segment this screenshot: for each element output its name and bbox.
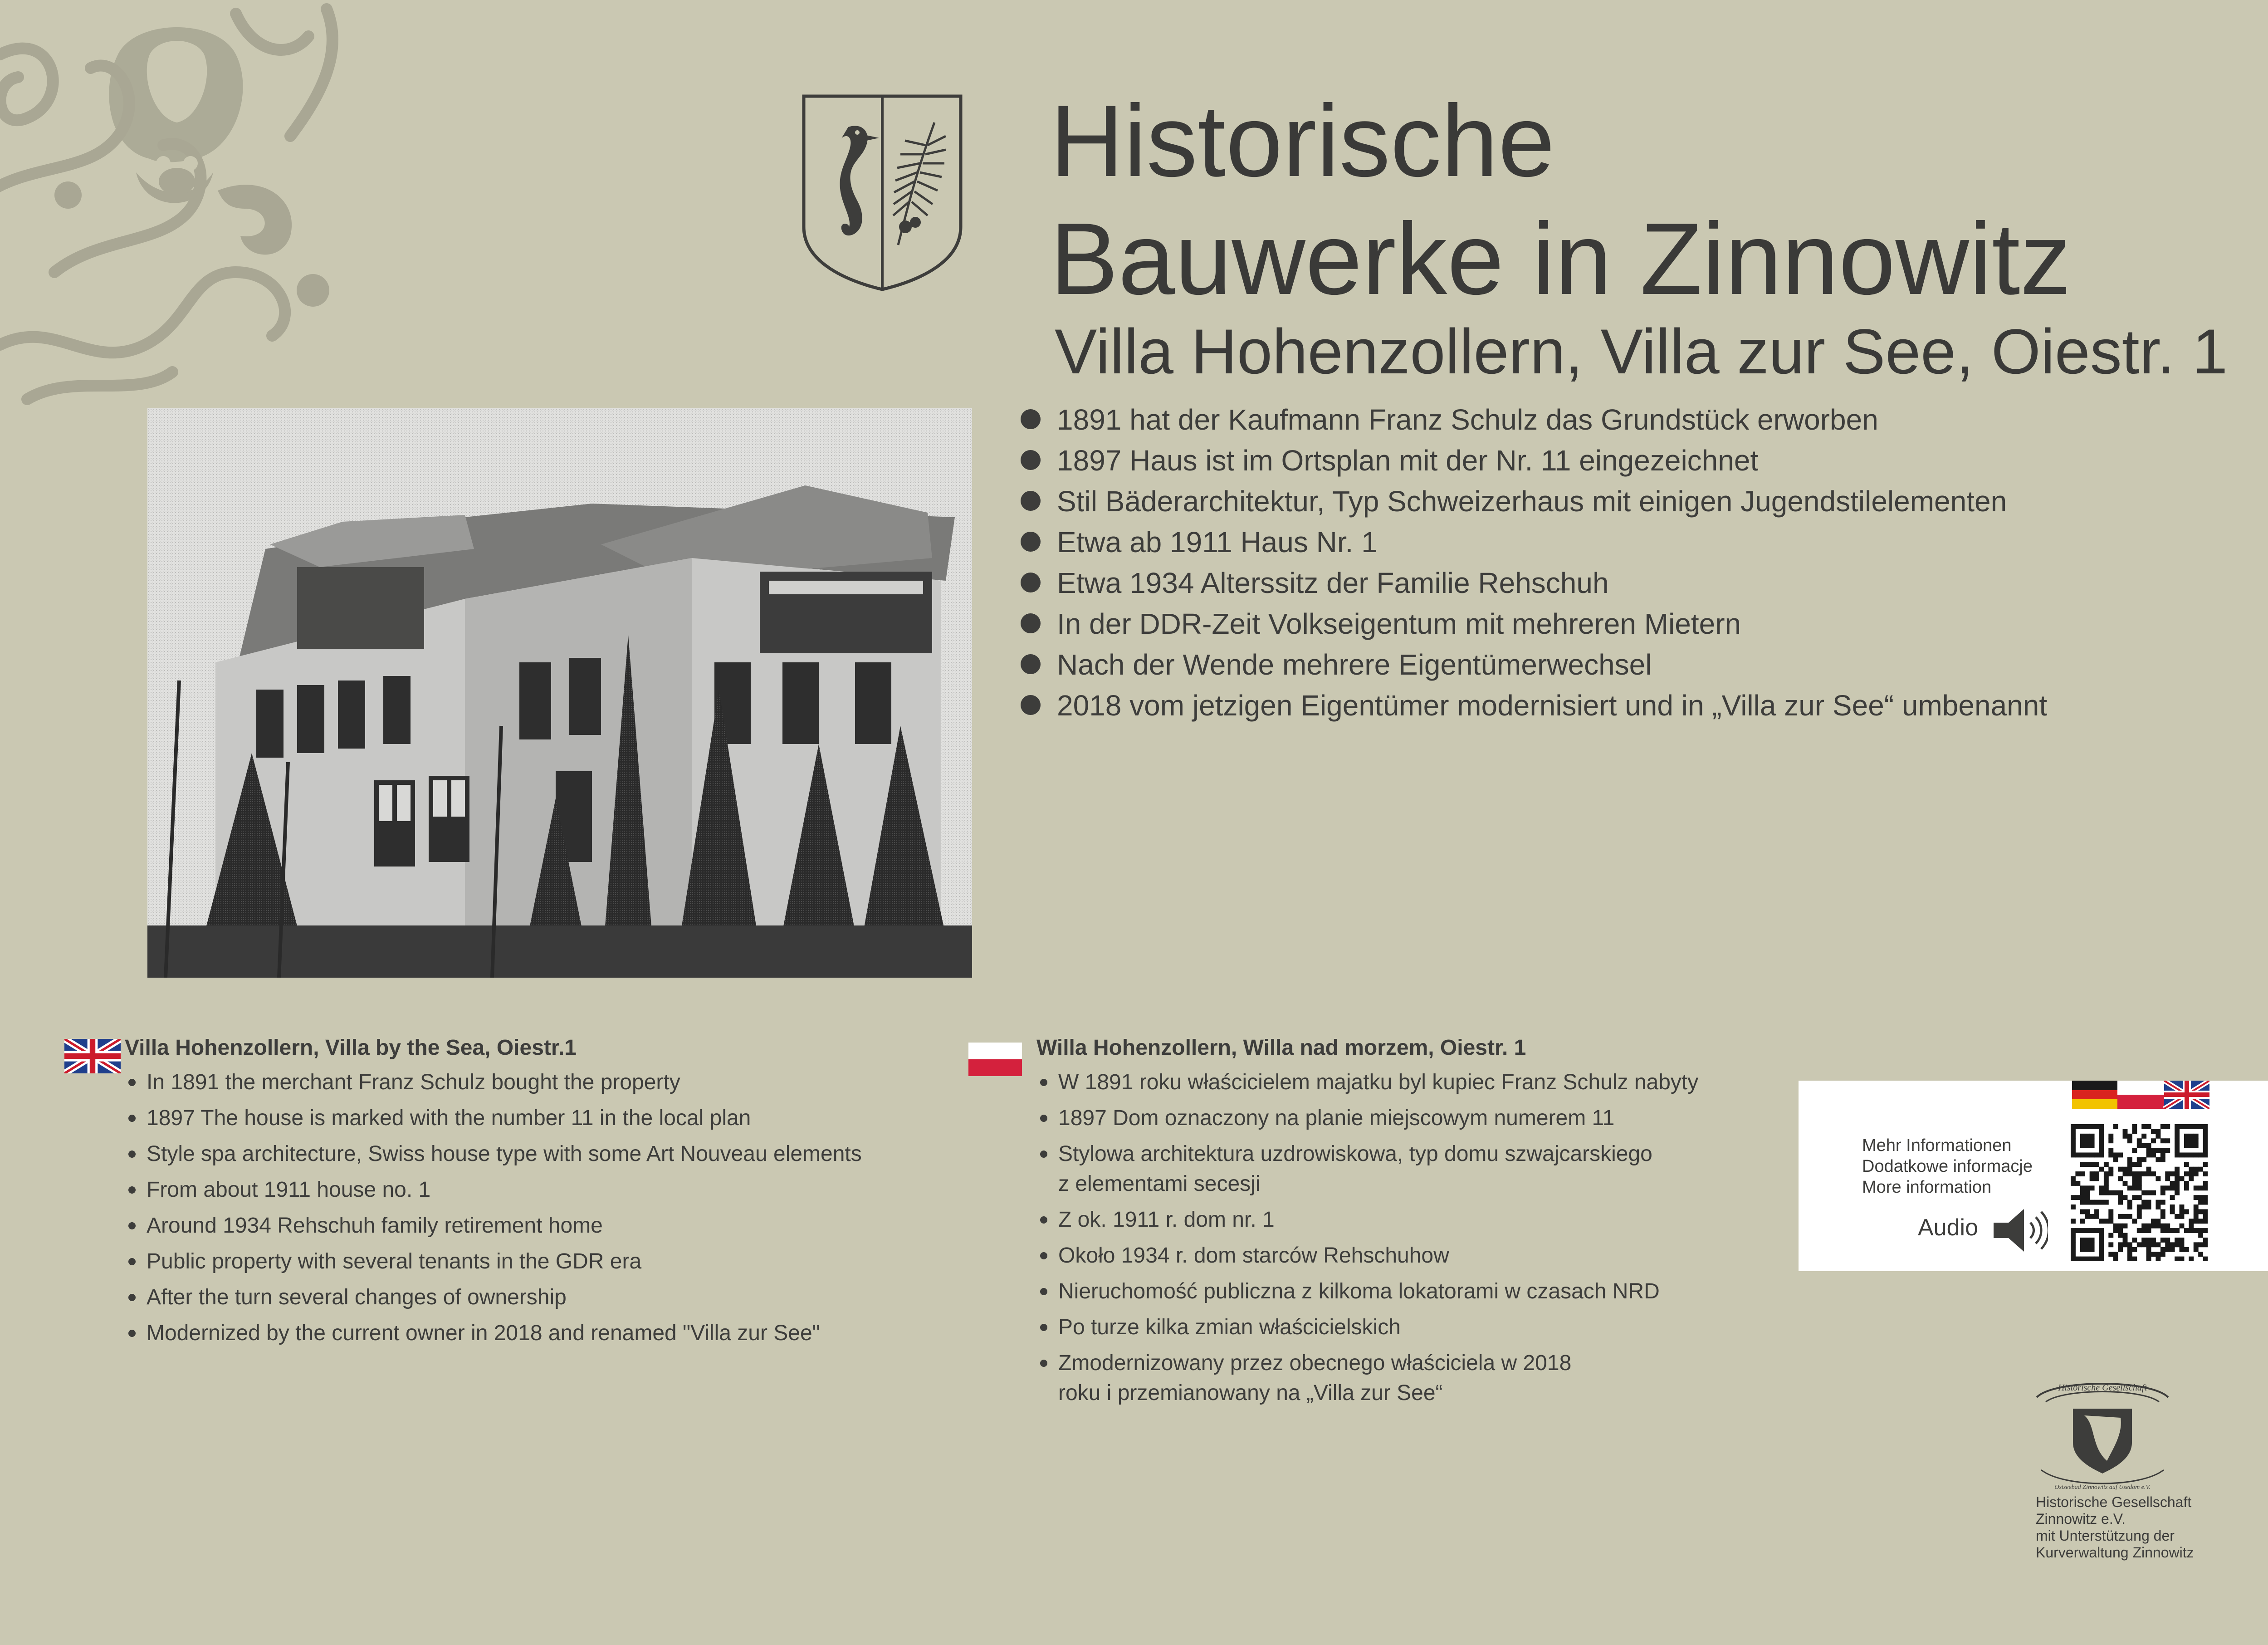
society-line-4: Kurverwaltung Zinnowitz — [2036, 1544, 2194, 1561]
bullet-icon — [128, 1186, 136, 1194]
bullet-icon — [1021, 532, 1041, 552]
list-item: 2018 vom jetzigen Eigentümer modernisiert und in „Villa zur See“ umbenannt — [1021, 685, 2047, 726]
info-line-en: More information — [1862, 1178, 1992, 1197]
bullet-icon — [1040, 1216, 1047, 1224]
floral-ornament — [0, 0, 354, 417]
list-item: Około 1934 r. dom starców Rehschuhow — [1036, 1241, 1698, 1271]
uk-flag-icon — [64, 1039, 121, 1073]
list-item: Zmodernizowany przez obecnego właściciela w 2018 roku i przemianowany na „Villa zur See“ — [1036, 1348, 1698, 1408]
title-line-1: Historische — [1050, 83, 1555, 198]
page-title — [1050, 82, 2071, 318]
list-item: Public property with several tenants in the GDR era — [125, 1247, 862, 1277]
bullet-icon — [128, 1294, 136, 1301]
bullet-icon — [128, 1115, 136, 1122]
page-subtitle: Villa Hohenzollern, Villa zur See, Oiestr. 1 — [1055, 316, 2228, 387]
bullet-icon — [1040, 1288, 1047, 1295]
list-item: Around 1934 Rehschuh family retirement home — [125, 1211, 862, 1241]
historic-villa-photo — [147, 408, 972, 978]
polish-section — [1036, 1032, 1698, 1414]
bullet-icon — [1040, 1252, 1047, 1259]
info-line-pl: Dodatkowe informacje — [1862, 1157, 2033, 1176]
bullet-icon — [1021, 491, 1041, 511]
bullet-icon — [1021, 450, 1041, 470]
bullet-icon — [1040, 1151, 1047, 1158]
bullet-icon — [1040, 1079, 1047, 1086]
english-list — [125, 1067, 862, 1348]
list-item: Style spa architecture, Swiss house type with some Art Nouveau elements — [125, 1139, 862, 1169]
list-item: Nach der Wende mehrere Eigentümerwechsel — [1021, 644, 2047, 685]
bullet-icon — [1021, 409, 1041, 429]
bullet-icon — [128, 1222, 136, 1229]
society-line-2: Zinnowitz e.V. — [2036, 1511, 2126, 1527]
language-flags-icon — [2072, 1081, 2209, 1109]
list-item: 1897 The house is marked with the number 11 in the local plan — [125, 1103, 862, 1133]
list-item: 1897 Dom oznaczony na planie miejscowym numerem 11 — [1036, 1103, 1698, 1133]
english-section — [125, 1032, 862, 1354]
list-item: Z ok. 1911 r. dom nr. 1 — [1036, 1205, 1698, 1235]
list-item: 1897 Haus ist im Ortsplan mit der Nr. 11 eingezeichnet — [1021, 440, 2047, 481]
audio-label: Audio — [1918, 1214, 1978, 1241]
more-information-text — [1862, 1135, 2033, 1198]
english-heading: Villa Hohenzollern, Villa by the Sea, Oiestr.1 — [125, 1036, 577, 1060]
polish-list — [1036, 1067, 1698, 1408]
qr-code[interactable] — [2071, 1124, 2208, 1261]
society-line-1: Historische Gesellschaft — [2036, 1494, 2192, 1510]
list-item: 1891 hat der Kaufmann Franz Schulz das Grundstück erworben — [1021, 399, 2047, 440]
bullet-icon — [1021, 573, 1041, 592]
list-item: Etwa 1934 Alterssitz der Familie Rehschuh — [1021, 563, 2047, 603]
list-item: In 1891 the merchant Franz Schulz bought the property — [125, 1067, 862, 1097]
list-item: W 1891 roku właścicielem majatku byl kupiec Franz Schulz nabyty — [1036, 1067, 1698, 1097]
bullet-icon — [1021, 613, 1041, 633]
list-item: In der DDR-Zeit Volkseigentum mit mehreren Mietern — [1021, 603, 2047, 644]
bullet-icon — [1021, 695, 1041, 715]
polish-heading: Willa Hohenzollern, Willa nad morzem, Oiestr. 1 — [1036, 1036, 1526, 1060]
bullet-icon — [128, 1151, 136, 1158]
list-item: Stil Bäderarchitektur, Typ Schweizerhaus mit einigen Jugendstilelementen — [1021, 481, 2047, 522]
seal-top-text: Historische Gesellschaft — [2058, 1383, 2147, 1393]
german-history-list — [1021, 399, 2047, 726]
poland-flag-icon — [968, 1043, 1022, 1076]
list-item: Stylowa architektura uzdrowiskowa, typ domu szwajcarskiego z elementami secesji — [1036, 1139, 1698, 1199]
bullet-icon — [128, 1079, 136, 1086]
historical-society-seal — [2028, 1370, 2177, 1493]
speaker-icon[interactable] — [1991, 1205, 2048, 1255]
bullet-icon — [1040, 1115, 1047, 1122]
bullet-icon — [1021, 654, 1041, 674]
title-line-2: Bauwerke in Zinnowitz — [1050, 201, 2071, 316]
bullet-icon — [128, 1258, 136, 1265]
seal-bottom-text: Ostseebad Zinnowitz auf Usedom e.V. — [2054, 1484, 2151, 1491]
list-item: From about 1911 house no. 1 — [125, 1175, 862, 1205]
list-item: After the turn several changes of ownership — [125, 1283, 862, 1312]
info-line-de: Mehr Informationen — [1862, 1136, 2012, 1155]
bullet-icon — [128, 1330, 136, 1337]
bullet-icon — [1040, 1324, 1047, 1331]
list-item: Nieruchomość publiczna z kilkoma lokatorami w czasach NRD — [1036, 1277, 1698, 1307]
coat-of-arms-icon — [798, 91, 966, 293]
list-item: Po turze kilka zmian właścicielskich — [1036, 1312, 1698, 1342]
society-line-3: mit Unterstützung der — [2036, 1528, 2175, 1544]
bullet-icon — [1040, 1360, 1047, 1367]
list-item: Modernized by the current owner in 2018 and renamed "Villa zur See" — [125, 1318, 862, 1348]
society-credit — [2036, 1494, 2194, 1561]
list-item: Etwa ab 1911 Haus Nr. 1 — [1021, 522, 2047, 563]
